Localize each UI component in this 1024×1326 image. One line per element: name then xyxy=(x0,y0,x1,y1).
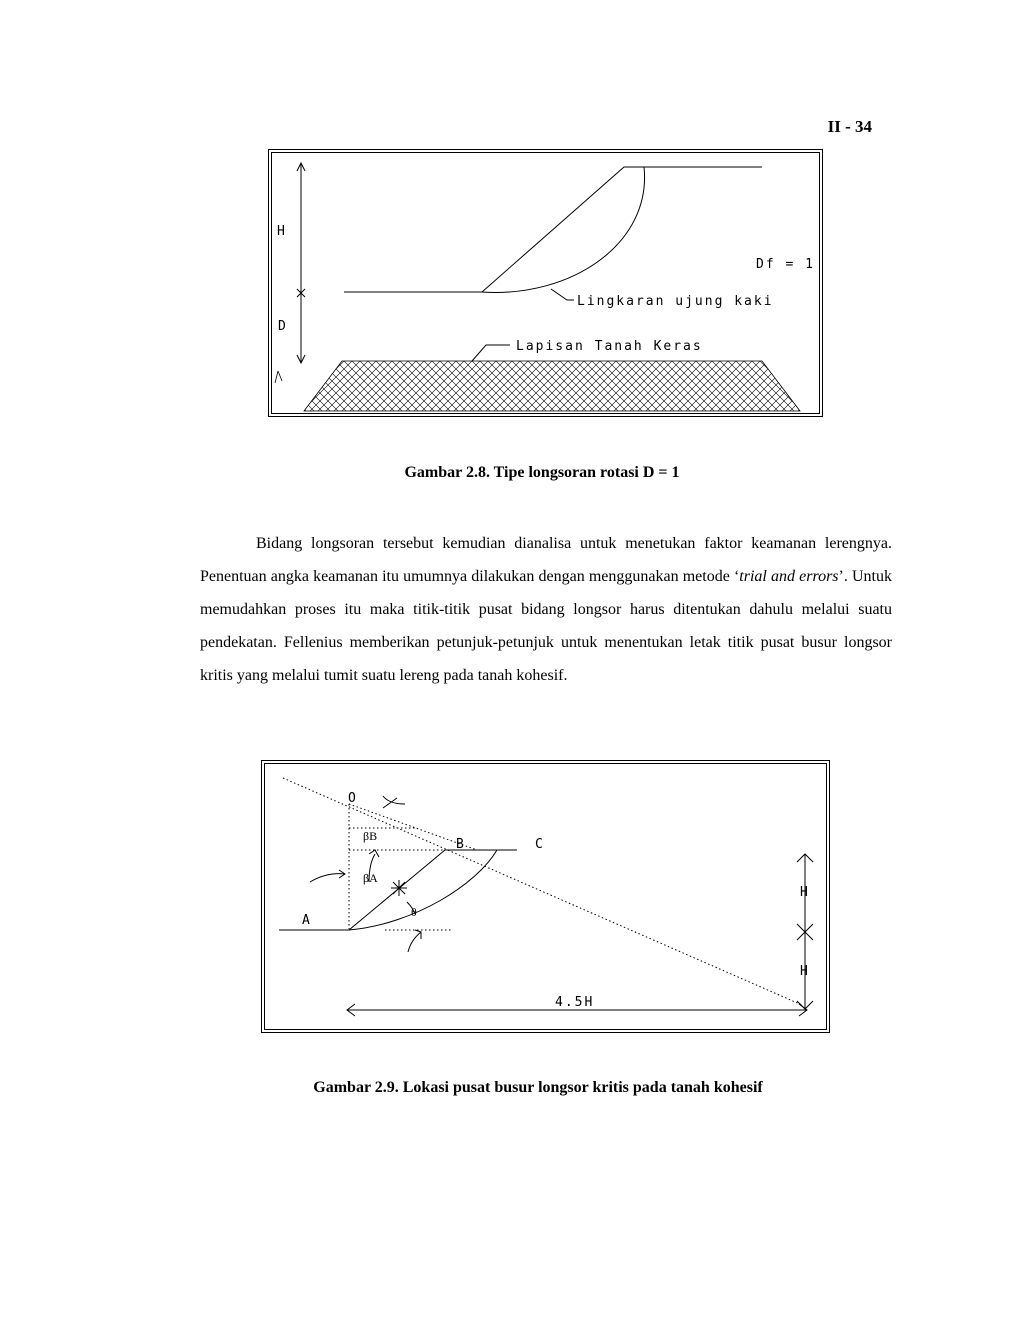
label-a: A xyxy=(302,913,312,928)
label-hard-layer: Lapisan Tanah Keras xyxy=(516,339,703,354)
figure-critical-center-drawing xyxy=(265,764,826,1029)
figure-2-9-caption: Gambar 2.9. Lokasi pusat busur longsor kritis pada tanah kohesif xyxy=(313,1079,763,1096)
label-width: 4.5H xyxy=(555,995,595,1010)
page-number: II - 34 xyxy=(827,117,872,136)
paragraph-part-1: Bidang longsoran tersebut kemudian dianalisa untuk menetukan faktor keamanan lerengnya. Penentuan angka keamanan itu umumnya dilakukan dengan menggunakan metode ‘ xyxy=(200,535,892,585)
slope-profile xyxy=(344,167,762,292)
toe-circle-leader xyxy=(551,289,574,300)
figure-rotational-slide-drawing xyxy=(272,153,819,413)
hard-layer-leader xyxy=(472,345,510,361)
label-o: O xyxy=(348,791,358,806)
label-b: B xyxy=(456,837,466,852)
label-h: H xyxy=(277,224,287,239)
paragraph-part-2: ’. Untuk memudahkan proses itu maka titik-titik pusat bidang longsor harus ditentukan dahulu melalui suatu pendekatan. Fellenius memberikan petunjuk-petunjuk untuk menentukan letak titik pusat busur longsor kritis yang melalui tumit suatu lereng pada tanah kohesif. xyxy=(200,568,892,684)
label-theta: θ xyxy=(411,905,417,919)
hard-soil-layer xyxy=(304,361,800,411)
critical-line xyxy=(283,778,802,1005)
body-paragraph xyxy=(200,527,892,692)
center-mark xyxy=(391,880,407,896)
figure-rotational-slide xyxy=(268,149,823,417)
toe-circle-arc xyxy=(482,167,645,292)
label-beta-b: βB xyxy=(363,829,378,843)
slope-profile xyxy=(279,850,517,930)
label-h-lower: H xyxy=(800,964,810,979)
label-c: C xyxy=(535,837,545,852)
label-df: Df = 1 xyxy=(756,257,815,272)
label-d: D xyxy=(278,319,288,334)
label-h-upper: H xyxy=(800,885,810,900)
figure-critical-center xyxy=(261,760,830,1033)
figure-2-8-caption: Gambar 2.8. Tipe longsoran rotasi D = 1 xyxy=(404,464,680,481)
paragraph-italic: trial and errors xyxy=(739,568,839,585)
label-toe-circle: Lingkaran ujung kaki xyxy=(577,294,774,309)
label-beta-a: βA xyxy=(363,871,378,885)
